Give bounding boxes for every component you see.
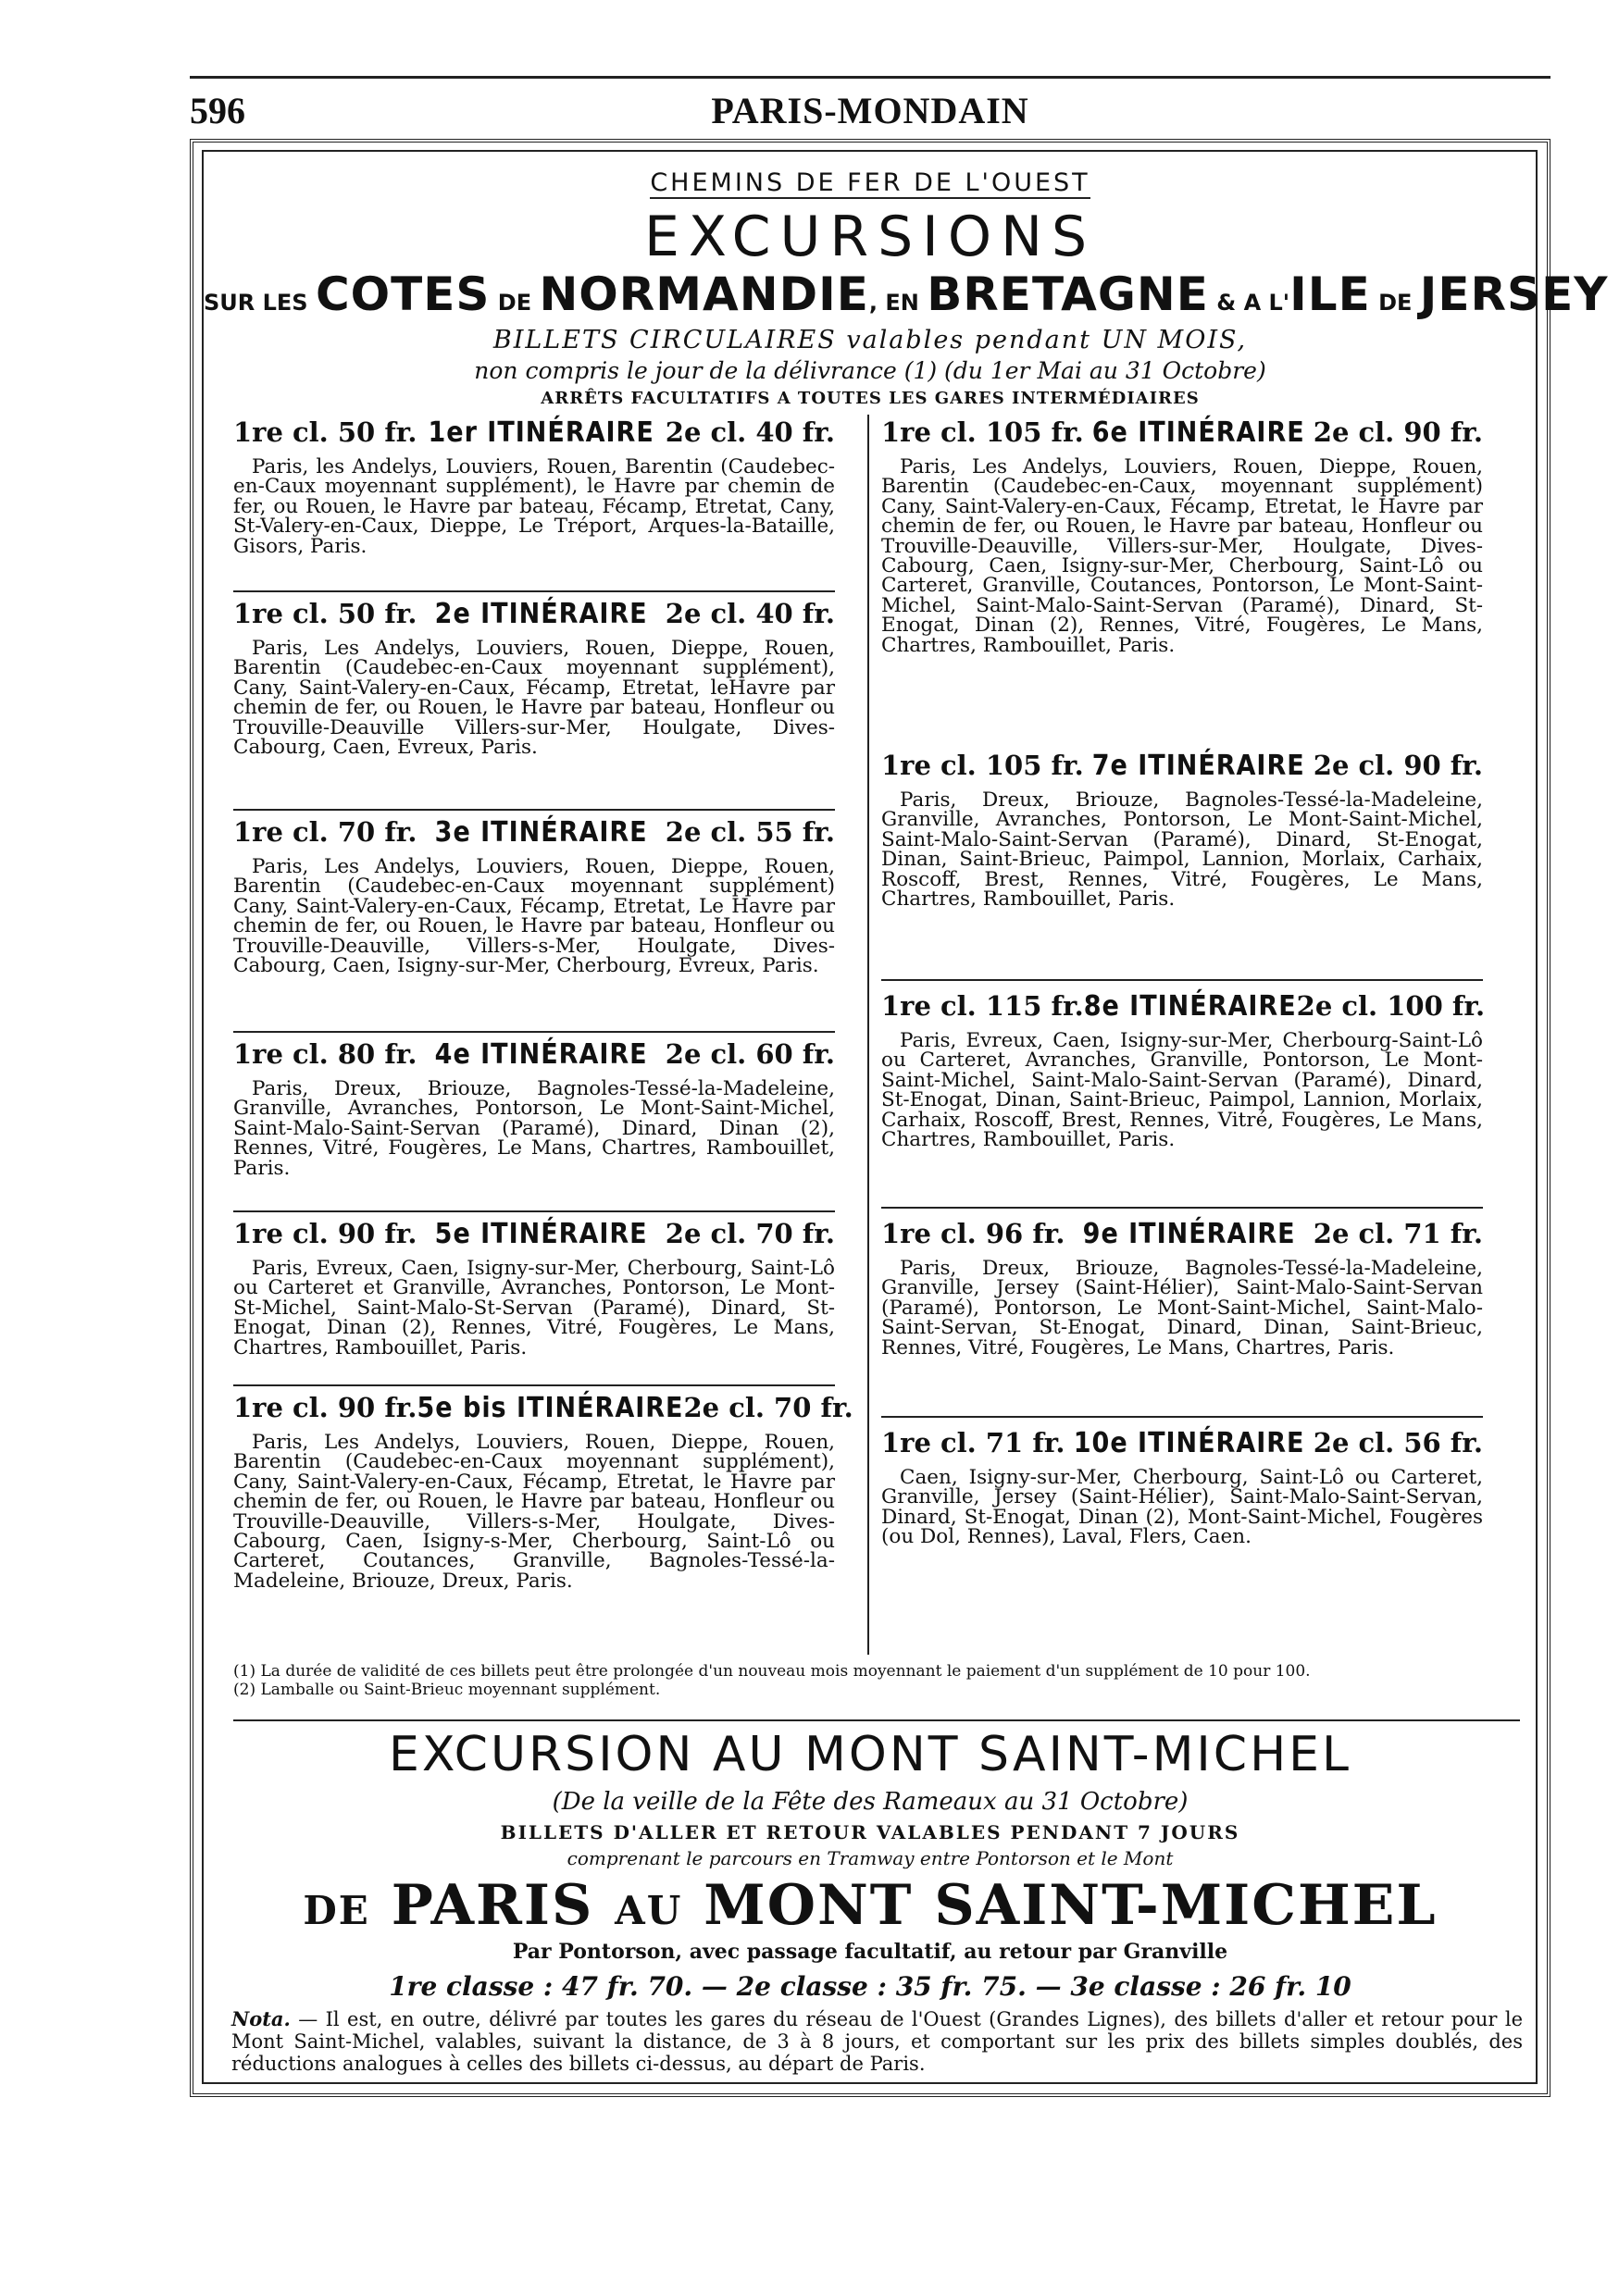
mont-tramway: comprenant le parcours en Tramway entre Pontorson et le Mont: [567, 1847, 1174, 1869]
itinerary-route: Paris, Dreux, Briouze, Bagnoles-Tessé-la-Madeleine, Granville, Avranches, Pontorson, Le Mont-Saint-Michel, Saint-Malo-Saint-Servan (Paramé), Dinard, St-Enogat, Dinan, Saint-Brieuc, Paimpol, Lannion, Morlaix, Carhaix, Roscoff, Brest, Rennes, Vitré, Fougères, Le Mans, Chartres, Rambouillet, Paris.: [881, 788, 1483, 912]
itinerary-route: Paris, les Andelys, Louviers, Rouen, Barentin (Caudebec-en-Caux moyennant supplément), le Havre par chemin de fer, ou Rouen, le Havre par bateau, Fécamp, Etretat, Cany, St-Valery-en-Caux, Dieppe, Le Tréport, Arques-la-Bataille, Gisors, Paris.: [233, 455, 835, 558]
first-class-price: 1re cl. 96 fr.: [881, 1218, 1065, 1249]
itinerary-name: 4e ITINÉRAIRE: [434, 1038, 648, 1071]
second-class-price: 2e cl. 60 fr.: [665, 1038, 835, 1070]
separator: [233, 1031, 835, 1033]
excursions-title: EXCURSIONS: [643, 205, 1097, 269]
itinerary-name: 9e ITINÉRAIRE: [1082, 1218, 1296, 1250]
separator: [881, 1416, 1483, 1418]
itinerary-name: 5e ITINÉRAIRE: [434, 1218, 648, 1250]
itinerary-route: Paris, Les Andelys, Louviers, Rouen, Dieppe, Rouen, Barentin (Caudebec-en-Caux moyennant supplément), Cany, Saint-Valery-en-Caux, Fécamp, Etretat, le Havre par chemin de fer, ou Rouen, le Havre par bateau, Honfleur ou Trouville-Deauville, Villers-s-Mer, Houlgate, Dives-Cabourg, Caen, Isigny-s-Mer, Cherbourg, Saint-Lô ou Carteret, Coutances, Granville, Bagnoles-Tessé-la-Madeleine, Briouze, Dreux, Paris.: [233, 1431, 835, 1593]
separator: [233, 590, 835, 592]
itinerary-10: [881, 1427, 1483, 1547]
second-class-price: 2e cl. 70 fr.: [665, 1218, 835, 1249]
first-class-price: 1re cl. 115 fr.: [881, 990, 1084, 1022]
itinerary-2: [233, 598, 835, 760]
class-prices: 1re classe : 47 fr. 70. — 2e classe : 35 fr. 75. — 3e classe : 26 fr. 10: [389, 1971, 1351, 2002]
itinerary-1: [233, 416, 835, 556]
itinerary-name: 10e ITINÉRAIRE: [1073, 1427, 1305, 1459]
itinerary-8: [881, 990, 1486, 1152]
footnote-rule: [233, 1719, 1520, 1721]
first-class-price: 1re cl. 80 fr.: [233, 1038, 417, 1070]
first-class-price: 1re cl. 105 fr.: [881, 416, 1084, 448]
itinerary-route: Paris, Dreux, Briouze, Bagnoles-Tessé-la-Madeleine, Granville, Avranches, Pontorson, Le Mont-Saint-Michel, Saint-Malo-Saint-Servan (Paramé), Dinard, Dinan (2), Rennes, Vitré, Fougères, Le Mans, Chartres, Rambouillet, Paris.: [233, 1077, 835, 1180]
first-class-price: 1re cl. 50 fr.: [233, 598, 417, 629]
itinerary-route: Paris, Dreux, Briouze, Bagnoles-Tessé-la-Madeleine, Granville, Jersey (Saint-Hélier), Saint-Malo-Saint-Servan (Paramé), Pontorson, Le Mont-Saint-Michel, Saint-Malo-Saint-Servan, St-Enogat, Dinard, Dinan, Saint-Brieuc, Rennes, Vitré, Fougères, Le Mans, Chartres, Paris.: [881, 1257, 1483, 1359]
itinerary-name: 1er ITINÉRAIRE: [428, 416, 654, 449]
separator: [233, 1210, 835, 1212]
itinerary-name: 6e ITINÉRAIRE: [1091, 416, 1305, 449]
nota-paragraph: Nota. — Il est, en outre, délivré par toutes les gares du réseau de l'Ouest (Grandes Lignes), des billets d'aller et retour pour le Mont Saint-Michel, valables, suivant la distance, de 3 à 8 jours, et comportant sur les prix des billets simples doublés, des réductions analogues à celles des billets ci-dessus, au départ de Paris.: [231, 2007, 1523, 2075]
separator: [881, 979, 1483, 981]
second-class-price: 2e cl. 70 fr.: [683, 1392, 853, 1423]
second-class-price: 2e cl. 56 fr.: [1313, 1427, 1483, 1458]
itinerary-3: [233, 816, 835, 978]
itinerary-5bis: [233, 1392, 853, 1593]
footnote-1: (1) La durée de validité de ces billets peut être prolongée d'un nouveau mois moyennant le paiement d'un supplément de 10 pour 100.: [233, 1662, 1311, 1681]
first-class-price: 1re cl. 70 fr.: [233, 816, 417, 848]
second-class-price: 2e cl. 40 fr.: [665, 598, 835, 629]
validity-note: non compris le jour de la délivrance (1) (du 1er Mai au 31 Octobre): [474, 357, 1266, 384]
itinerary-9: [881, 1218, 1483, 1358]
mont-billets: BILLETS D'ALLER ET RETOUR VALABLES PENDANT 7 JOURS: [500, 1821, 1240, 1843]
itinerary-4: [233, 1038, 835, 1178]
via-pontorson: Par Pontorson, avec passage facultatif, au retour par Granville: [512, 1940, 1228, 1964]
itinerary-name: 8e ITINÉRAIRE: [1083, 990, 1297, 1023]
itinerary-6: [881, 416, 1483, 655]
top-rule: [190, 76, 1551, 79]
second-class-price: 2e cl. 90 fr.: [1313, 750, 1483, 781]
billets-circulaires: BILLETS CIRCULAIRES valables pendant UN MOIS,: [492, 326, 1248, 354]
separator: [881, 1207, 1483, 1209]
running-header: [190, 89, 1551, 135]
itinerary-7: [881, 750, 1483, 912]
second-class-price: 2e cl. 55 fr.: [665, 816, 835, 848]
first-class-price: 1re cl. 71 fr.: [881, 1427, 1065, 1458]
itinerary-name: 3e ITINÉRAIRE: [434, 816, 648, 849]
column-divider: [867, 415, 869, 1655]
journal-title: PARIS-MONDAIN: [711, 90, 1029, 131]
first-class-price: 1re cl. 90 fr.: [233, 1218, 417, 1249]
regions-heading: SUR LES COTES DE NORMANDIE, EN BRETAGNE & A L'ILE DE JERSEY: [204, 267, 1609, 321]
itineraries-left-column: [233, 416, 853, 1657]
itineraries-right-column: [881, 416, 1486, 1657]
first-class-price: 1re cl. 90 fr.: [233, 1392, 417, 1423]
itinerary-name: 5e bis ITINÉRAIRE: [417, 1392, 684, 1424]
itinerary-name: 2e ITINÉRAIRE: [434, 598, 648, 630]
footnote-2: (2) Lamballe ou Saint-Brieuc moyennant supplément.: [233, 1681, 661, 1699]
arrets-facultatifs: ARRÊTS FACULTATIFS A TOUTES LES GARES INTERMÉDIAIRES: [541, 389, 1200, 408]
itinerary-route: Paris, Evreux, Caen, Isigny-sur-Mer, Cherbourg, Saint-Lô ou Carteret et Granville, Avranches, Pontorson, Le Mont-St-Michel, Saint-Malo-St-Servan (Paramé), Dinard, St-Enogat, Dinan (2), Rennes, Vitré, Fougères, Le Mans, Chartres, Rambouillet, Paris.: [233, 1257, 835, 1359]
itinerary-route: Paris, Les Andelys, Louviers, Rouen, Dieppe, Rouen, Barentin (Caudebec-en-Caux moyennant supplément), Cany, Saint-Valery-en-Caux, Fécamp, Etretat, leHavre par chemin de fer, ou Rouen, le Havre par bateau, Honfleur ou Trouville-Deauville Villers-sur-Mer, Houlgate, Dives-Cabourg, Caen, Evreux, Paris.: [233, 637, 835, 760]
separator: [233, 1384, 835, 1386]
mont-excursion-dates: (De la veille de la Fête des Rameaux au 31 Octobre): [552, 1788, 1189, 1816]
first-class-price: 1re cl. 50 fr.: [233, 416, 417, 448]
page-number: 596: [190, 90, 245, 131]
second-class-price: 2e cl. 40 fr.: [665, 416, 835, 448]
itinerary-route: Paris, Evreux, Caen, Isigny-sur-Mer, Cherbourg-Saint-Lô ou Carteret, Avranches, Granville, Pontorson, Le Mont-Saint-Michel, Saint-Malo-Saint-Servan (Paramé), Dinard, St-Enogat, Dinan, Saint-Brieuc, Paimpol, Lannion, Morlaix, Carhaix, Roscoff, Brest, Rennes, Vitré, Fougères, Le Mans, Chartres, Rambouillet, Paris.: [881, 1029, 1483, 1152]
itinerary-name: 7e ITINÉRAIRE: [1091, 750, 1305, 782]
second-class-price: 2e cl. 100 fr.: [1296, 990, 1486, 1022]
paris-mont-heading: DE PARIS AU MONT SAINT-MICHEL: [303, 1873, 1438, 1938]
footnotes: [233, 1662, 1520, 1699]
itinerary-route: Caen, Isigny-sur-Mer, Cherbourg, Saint-Lô ou Carteret, Granville, Jersey (Saint-Hélier), Saint-Malo-Saint-Servan, Dinard, St-Enogat, Dinan (2), Mont-Saint-Michel, Fougères (ou Dol, Rennes), Laval, Flers, Caen.: [881, 1466, 1483, 1549]
second-class-price: 2e cl. 90 fr.: [1313, 416, 1483, 448]
separator: [233, 809, 835, 811]
itinerary-route: Paris, Les Andelys, Louviers, Rouen, Dieppe, Rouen, Barentin (Caudebec-en-Caux moyennant supplément) Cany, Saint-Valery-en-Caux, Fécamp, Etretat, Le Havre par chemin de fer, ou Rouen, le Havre par bateau, Honfleur ou Trouville-Deauville, Villers-s-Mer, Houlgate, Dives-Cabourg, Caen, Isigny-sur-Mer, Cherbourg, Evreux, Paris.: [233, 855, 835, 978]
itinerary-route: Paris, Les Andelys, Louviers, Rouen, Dieppe, Rouen, Barentin (Caudebec-en-Caux, moyennant supplément) Cany, Saint-Valery-en-Caux, Fécamp, Etretat, le Havre par chemin de fer, ou Rouen, le Havre par bateau, Honfleur ou Trouville-Deauville, Villers-sur-Mer, Houlgate, Dives-Cabourg, Caen, Isigny-sur-Mer, Cherbourg, Saint-Lô ou Carteret, Granville, Coutances, Pontorson, Le Mont-Saint-Michel, Saint-Malo-Saint-Servan (Paramé), Dinard, St-Enogat, Dinan (2), Rennes, Vitré, Fougères, Le Mans, Chartres, Rambouillet, Paris.: [881, 455, 1483, 657]
company-name: CHEMINS DE FER DE L'OUEST: [650, 168, 1090, 197]
second-class-price: 2e cl. 71 fr.: [1313, 1218, 1483, 1249]
first-class-price: 1re cl. 105 fr.: [881, 750, 1084, 781]
mont-excursion-title: EXCURSION AU MONT SAINT-MICHEL: [388, 1727, 1351, 1782]
itinerary-5: [233, 1218, 835, 1358]
